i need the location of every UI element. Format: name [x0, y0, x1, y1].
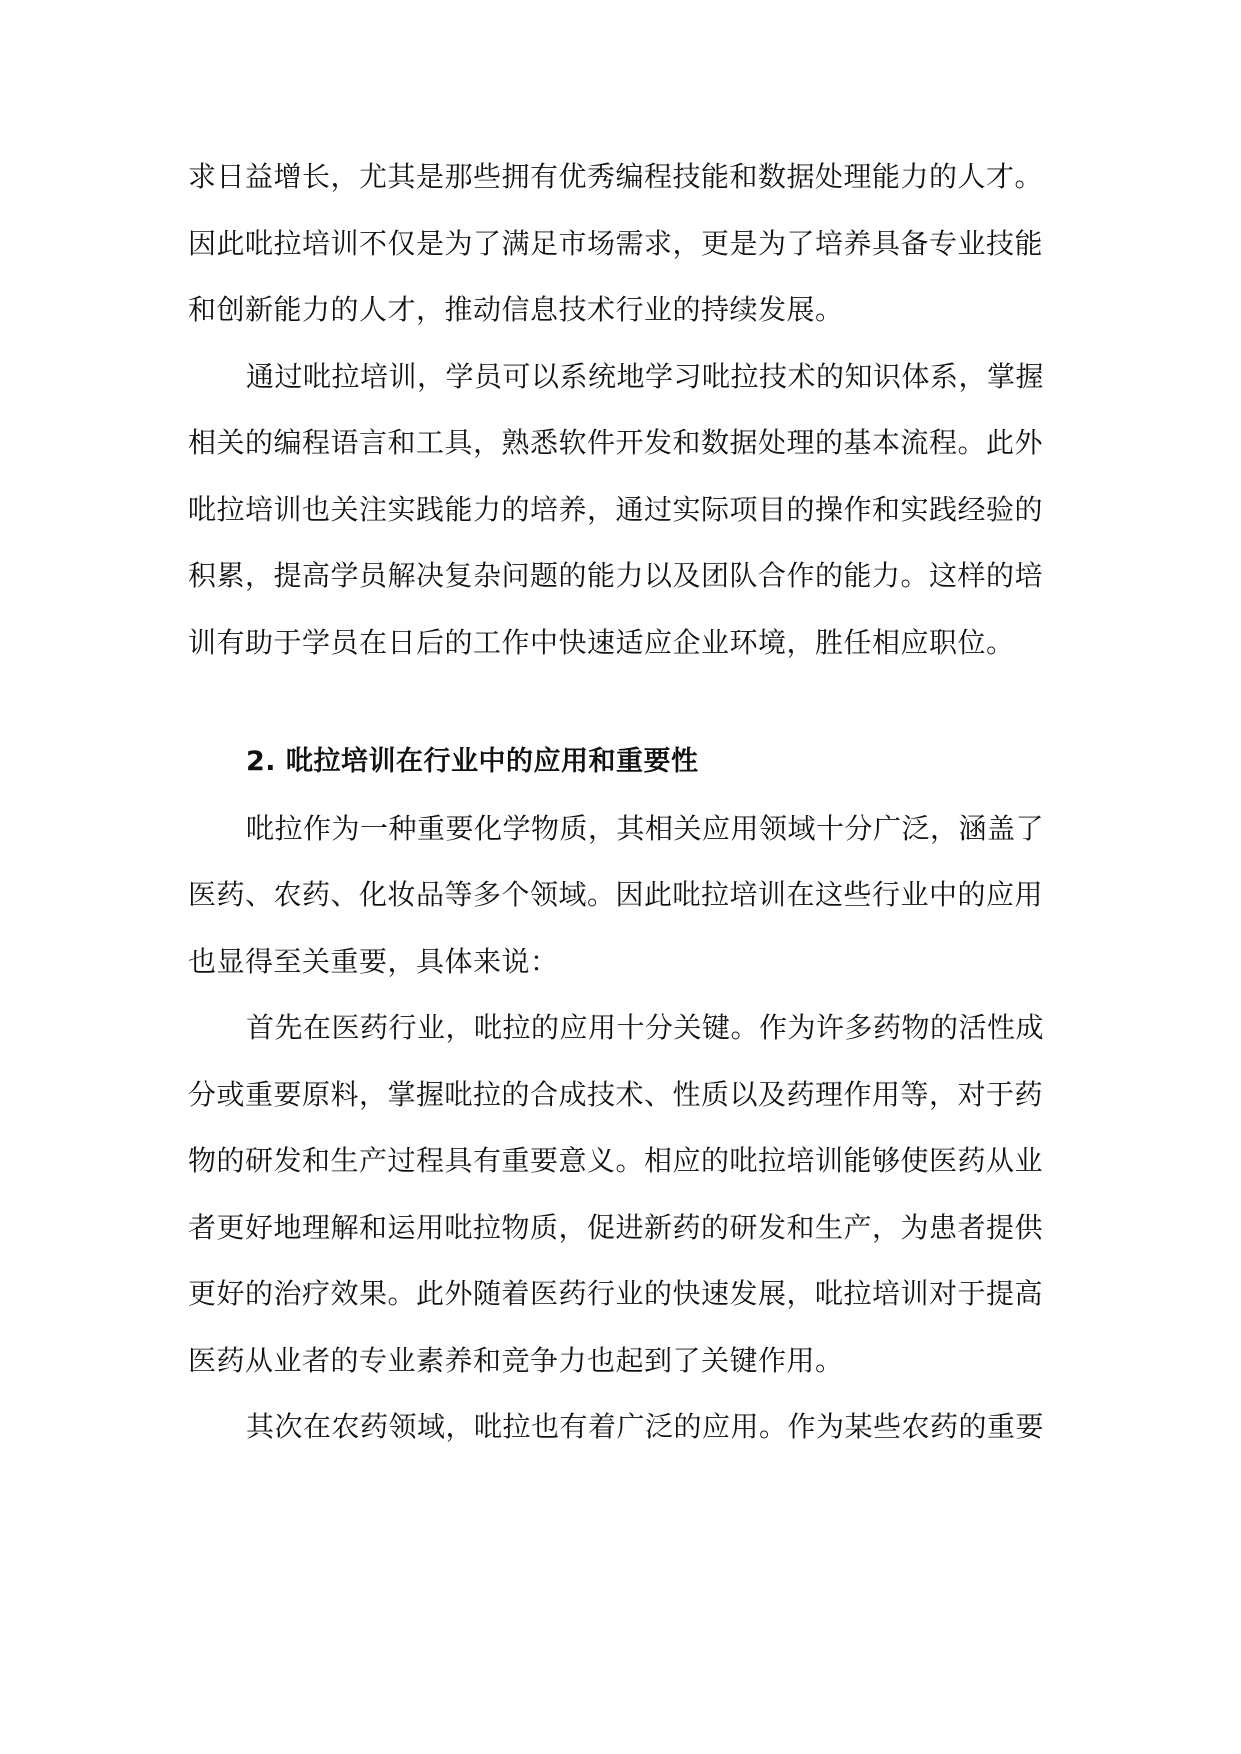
paragraph-4 [188, 995, 1050, 1394]
paragraph-line: 积累，提高学员解决复杂问题的能力以及团队合作的能力。这样的培 [188, 559, 1044, 592]
paragraph-2 [188, 344, 1050, 677]
paragraph-line: 吡拉培训也关注实践能力的培养，通过实际项目的操作和实践经验的 [188, 492, 1044, 526]
paragraph-line: 相关的编程语言和工具，熟悉软件开发和数据处理的基本流程。此外 [188, 426, 1044, 459]
paragraph-line: 和创新能力的人才，推动信息技术行业的持续发展。 [188, 293, 844, 326]
section-heading: 2. 吡拉培训在行业中的应用和重要性 [246, 746, 699, 777]
paragraph-line: 分或重要原料，掌握吡拉的合成技术、性质以及药理作用等，对于药 [188, 1077, 1044, 1111]
document-body [188, 144, 1050, 1461]
section-spacer [188, 676, 1050, 729]
paragraph-line: 医药、农药、化妆品等多个领域。因此吡拉培训在这些行业中的应用 [188, 878, 1044, 911]
paragraph-line: 首先在医药行业，吡拉的应用十分关键。作为许多药物的活性成 [246, 1011, 1045, 1044]
paragraph-line: 其次在农药领域，吡拉也有着广泛的应用。作为某些农药的重要 [246, 1410, 1045, 1443]
paragraph-line: 也显得至关重要，具体来说： [188, 944, 559, 978]
paragraph-line: 更好的治疗效果。此外随着医药行业的快速发展，吡拉培训对于提高 [188, 1277, 1044, 1310]
paragraph-line: 者更好地理解和运用吡拉物质，促进新药的研发和生产，为患者提供 [188, 1210, 1044, 1244]
paragraph-5 [188, 1394, 1050, 1461]
paragraph-line: 训有助于学员在日后的工作中快速适应企业环境，胜任相应职位。 [188, 625, 1015, 659]
paragraph-line: 吡拉作为一种重要化学物质，其相关应用领域十分广泛，涵盖了 [246, 811, 1045, 845]
paragraph-line: 物的研发和生产过程具有重要意义。相应的吡拉培训能够使医药从业 [188, 1144, 1044, 1177]
paragraph-3 [188, 796, 1050, 996]
paragraph-1 [188, 144, 1050, 344]
paragraph-line: 因此吡拉培训不仅是为了满足市场需求，更是为了培养具备专业技能 [188, 226, 1044, 260]
paragraph-line: 通过吡拉培训，学员可以系统地学习吡拉技术的知识体系，掌握 [246, 359, 1045, 393]
paragraph-line: 医药从业者的专业素养和竞争力也起到了关键作用。 [188, 1343, 844, 1377]
paragraph-line: 求日益增长，尤其是那些拥有优秀编程技能和数据处理能力的人才。 [188, 160, 1044, 193]
